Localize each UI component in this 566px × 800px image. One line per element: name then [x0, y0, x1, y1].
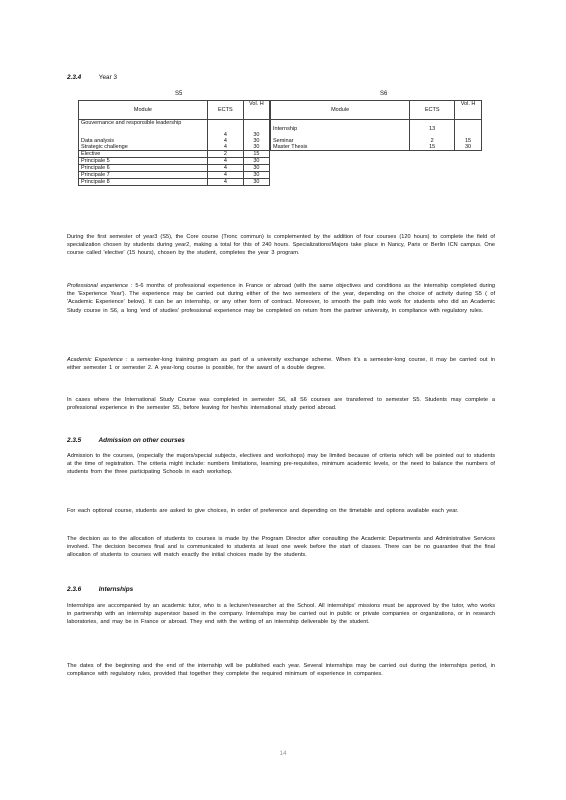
col-ects: ECTS	[410, 101, 455, 120]
ects-cell: 4	[207, 144, 243, 151]
section-title: Year 3	[98, 74, 118, 81]
paragraph-text: : a semester-long training program as part of a university exchange scheme. When it's a semester-long course, it may be carried out in either semester 1 or semester 2. A year-long course is possible, for the award of a double degree.	[67, 357, 495, 372]
ects-cell: 4	[207, 171, 243, 178]
vol-cell: 30	[243, 138, 269, 144]
module-cell: Principale 5	[79, 157, 208, 164]
table-row	[79, 157, 270, 164]
page-number: 14	[279, 750, 287, 757]
paragraph-academic-experience	[67, 356, 495, 372]
ects-cell: 13	[410, 120, 455, 138]
section-number: 2.3.6	[67, 586, 82, 593]
vol-cell: 30	[243, 164, 269, 171]
module-cell: Principale 7	[79, 171, 208, 178]
vol-cell: 15	[455, 138, 482, 144]
paragraph-text: : 5-6 months of professional experience in France or abroad (with the same objectives and conditions as the internship completed during the 'Experience Year'). The experience may be carried out during either of the two semesters of the year, depending on the choice of activity during S5 ( of 'Academic Experience' below). It can be an internship, or any other form of contract. Moreover, to smooth the path into work for students who did an Academic Study course in S6, a long 'end of studies' professional experience may be completed on return from the partner university, in compliance with regulatory rules.	[67, 283, 495, 314]
module-cell: Principale 6	[79, 164, 208, 171]
paragraph-allocation-decision: The decision as to the allocation of students to courses is made by the Program Director after consulting the Academic Departments and Administrative Services involved. The decision becomes final and is communicated to students at least one week before the start of classes. There can be no guarantee that the final allocation of students to courses will match exactly the initial choices made by the students.	[67, 536, 495, 559]
col-module: Module	[271, 101, 410, 120]
ects-cell: 15	[410, 144, 455, 151]
col-vol: Vol. H	[455, 101, 482, 120]
vol-cell: 30	[243, 171, 269, 178]
section-heading-year3	[67, 74, 117, 81]
paragraph-year3-intro: During the first semester of year3 (S5), the Core course (Tronc commun) is complemented by the addition of four courses (120 hours) to complete the field of specialization chosen by students during year2, making a total for this of 240 hours. Specializations/Majors take place in Nancy, Paris or Berlin ICN campus. One course called 'elective' (15 hours), chosen by the student, completes the year 3 program.	[67, 234, 495, 257]
table-header-row	[79, 101, 270, 120]
vol-cell: 30	[455, 144, 482, 151]
module-cell: Principale 8	[79, 178, 208, 185]
ects-cell: 4	[207, 178, 243, 185]
table-row	[79, 150, 270, 157]
term-label: Professional experience	[67, 283, 129, 289]
module-cell: Data analysis	[79, 138, 208, 144]
ects-cell: 4	[207, 164, 243, 171]
vol-cell: 30	[243, 120, 269, 138]
paragraph-professional-experience	[67, 282, 495, 315]
table-row	[79, 178, 270, 185]
ects-cell: 4	[207, 120, 243, 138]
paragraph-international-study: In cases where the International Study Course was completed in semester S6, all S6 courses are transferred to semester S5. Students may complete a professional experience in the semester S5, before leaving for her/his international study period abroad.	[67, 397, 495, 412]
col-module: Module	[79, 101, 208, 120]
ects-cell: 2	[410, 138, 455, 144]
section-title: Internships	[98, 586, 134, 593]
paragraph-optional-choices: For each optional course, students are asked to give choices, in order of preference and depending on the timetable and options available each year.	[67, 508, 459, 514]
section-title: Admission on other courses	[98, 437, 185, 444]
table-row	[271, 120, 482, 138]
table-row	[79, 164, 270, 171]
s5-table	[78, 100, 270, 186]
s5-heading: S5	[175, 91, 183, 97]
module-cell: Gouvernance and responsible leadership	[79, 120, 208, 138]
section-number: 2.3.4	[67, 74, 82, 81]
paragraph-internship-dates: The dates of the beginning and the end of the internship will be published each year. Several internships may be carried out during the internships period, in compliance with regulatory rules, provided that together they complete the required minimum of experience in companies.	[67, 663, 495, 678]
col-ects: ECTS	[207, 101, 243, 120]
s6-table	[270, 100, 482, 151]
ects-cell: 4	[207, 138, 243, 144]
s6-heading: S6	[380, 91, 388, 97]
ects-cell: 4	[207, 157, 243, 164]
col-vol: Vol. H	[243, 101, 269, 120]
vol-cell: 30	[243, 157, 269, 164]
module-cell: Internship	[271, 120, 410, 138]
section-heading-admission	[67, 437, 185, 444]
vol-cell: 15	[243, 150, 269, 157]
table-header-row	[271, 101, 482, 120]
section-heading-internships	[67, 586, 133, 593]
vol-cell: 30	[243, 178, 269, 185]
ects-cell: 2	[207, 150, 243, 157]
table-row	[79, 120, 270, 138]
paragraph-internships: Internships are accompanied by an academic tutor, who is a lecturer/researcher at the School. All internships' missions must be approved by the tutor, who works in partnership with an internship supervisor based in the company. Internships may be carried out in public or private companies or organizations, or in research laboratories, and may be in France or abroad. They end with the writing of an internship deliverable by the student.	[67, 603, 495, 626]
vol-cell	[455, 120, 482, 138]
module-cell: Seminar	[271, 138, 410, 144]
module-cell: Master Thesis	[271, 144, 410, 151]
table-row	[271, 144, 482, 151]
module-cell: Strategic challenge	[79, 144, 208, 151]
paragraph-admission-criteria: Admission to the courses, (especially the majors/special subjects, electives and workshops) may be limited because of criteria which will be pointed out to students at the time of registration. The criteria might include: numbers limitations, learning pre-requisites, minimum academic levels, or the need to balance the numbers of students from the three participating Schools in each workshop.	[67, 453, 495, 476]
section-number: 2.3.5	[67, 437, 82, 444]
table-row	[79, 171, 270, 178]
vol-cell: 30	[243, 144, 269, 151]
module-cell: Elective	[79, 150, 208, 157]
term-label: Academic Experience	[67, 357, 123, 363]
